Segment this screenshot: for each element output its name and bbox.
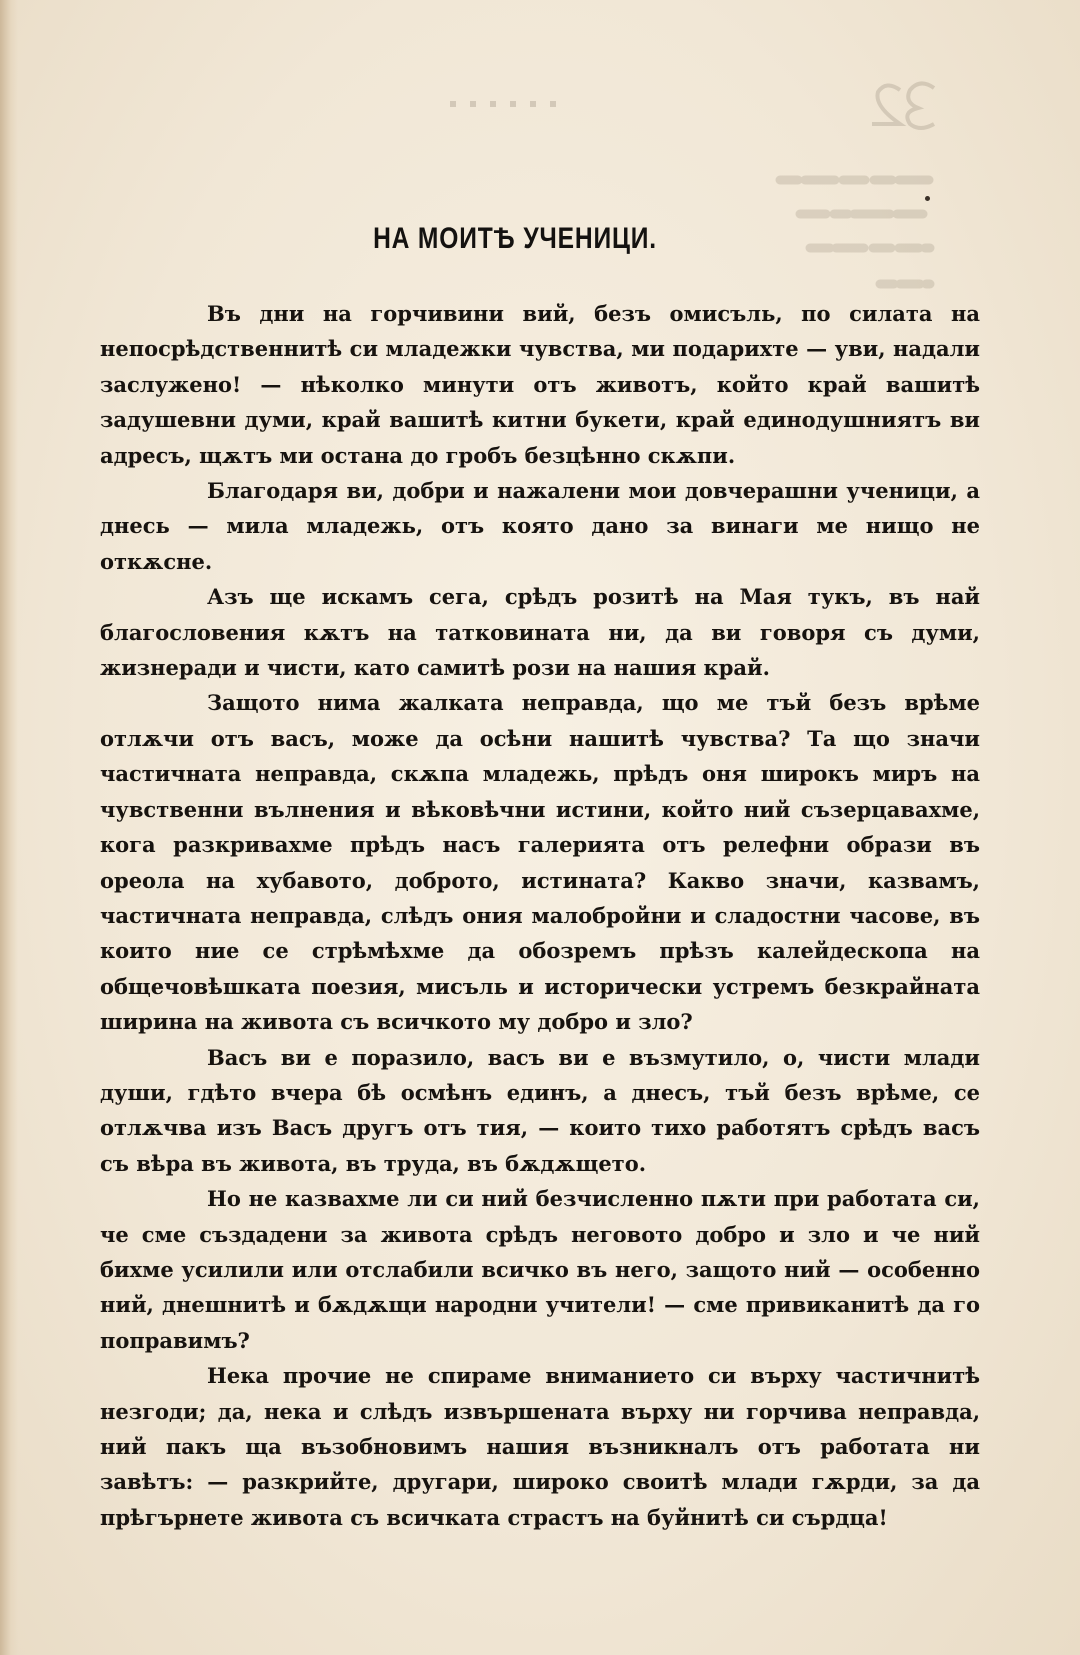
paragraph: Но не казвахме ли си ний безчисленно пѫти при работата си, че сме създадени за живота срѣдъ неговото добро и зло и че ний бихме усилили или отслабили всичко въ него, защото ний — особенно ний, днешнитѣ и бѫдѫщи народни учители! — сме привиканитѣ да го поправимъ? bbox=[100, 1186, 980, 1353]
article-body bbox=[100, 296, 980, 1535]
running-head-bleed-through bbox=[450, 92, 580, 104]
paragraph: Азъ ще искамъ сега, срѣдъ розитѣ на Мая тукъ, въ най благословения кѫтъ на татковината ни, да ви говоря съ думи, жизнеради и чисти, като самитѣ рози на нашия край. bbox=[100, 584, 980, 681]
article-title: НА МОИТѢ УЧЕНИЦИ. bbox=[373, 222, 657, 255]
paragraph: Благодаря ви, добри и нажалени мои довчерашни ученици, а днесь — мила младежь, отъ която дано за винаги ме нищо не откѫсне. bbox=[100, 478, 980, 574]
ink-speck bbox=[925, 196, 930, 201]
page-binding-edge bbox=[0, 0, 18, 1655]
paragraph: Въ дни на горчивини вий, безъ омисъль, по силата на непосрѣдственнитѣ си младежки чувства, ми подарихте — уви, надали заслужено! — нѣколко минути отъ животъ, който край вашитѣ задушевни думи, край вашитѣ китни букети, край единодушниятъ ви адресъ, щѫтъ ми остана до гробъ безцѣнно скѫпи. bbox=[100, 301, 980, 468]
page-number-bleed-through bbox=[860, 80, 940, 124]
paragraph: Защото нима жалката неправда, що ме тъй безъ врѣме отлѫчи отъ васъ, може да осѣни нашитѣ чувства? Та що значи частичната неправда, скѫпа младежь, прѣдъ оня широкъ миръ на чувственни вълнения и вѣковѣчни истини, който ний съзерцавахме, кога разкривахме прѣдъ насъ галерията отъ релефни образи въ ореола на хубавото, доброто, истината? Какво значи, казвамъ, частичната неправда, слѣдъ ония малобройни и сладостни часове, въ които ние се стрѣмѣхме да обозремъ прѣзъ калейдескопа на общечовѣшката поезия, мисъль и исторически устремъ безкрайната ширина на живота съ всичкото му добро и зло? bbox=[100, 690, 980, 1035]
paragraph: Нека прочие не спираме вниманието си върху частичнитѣ незгоди; да, нека и слѣдъ извършената върху ни горчива неправда, ний пакъ ща възобновимъ нашия възникналъ отъ работата ни завѣтъ: — разкрийте, другари, широко своитѣ млади гѫрди, за да прѣгърнете живота съ всичката страстъ на буйнитѣ си сърдца! bbox=[100, 1363, 980, 1530]
paragraph: Васъ ви е поразило, васъ ви е възмутило, о, чисти млади души, гдѣто вчера бѣ осмѣнъ единъ, а днесъ, тъй безъ врѣме, се отлѫчва изъ Васъ другъ отъ тия, — които тихо работятъ срѣдъ васъ съ вѣра въ живота, въ труда, въ бѫдѫщето. bbox=[100, 1044, 980, 1176]
